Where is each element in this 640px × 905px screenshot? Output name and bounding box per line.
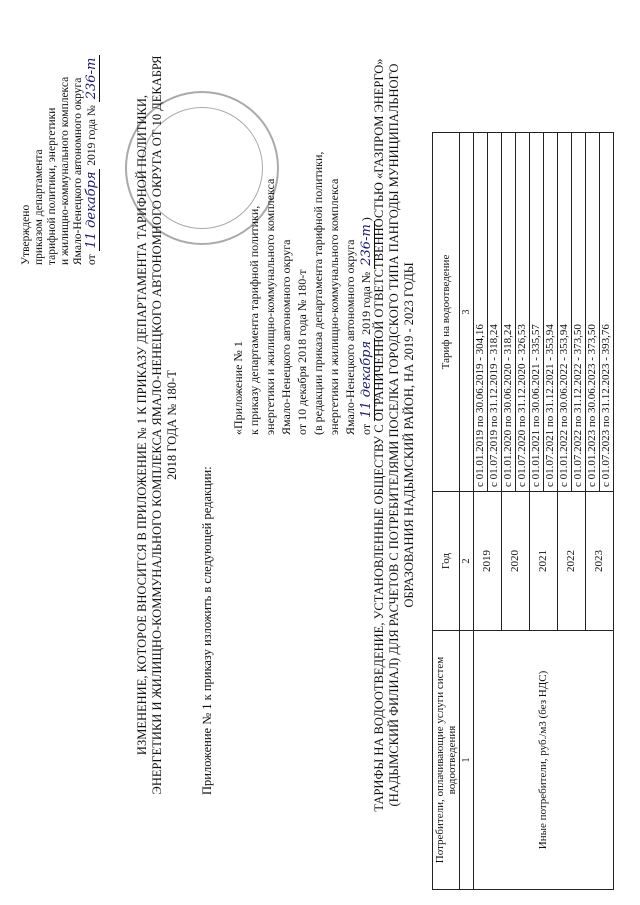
year-cell: 2023 [586,492,614,631]
column-number: 3 [460,133,474,492]
rate-cell: с 01.01.2019 по 30.06.2019 - 304,16 [474,133,488,492]
year-cell: 2021 [530,492,558,631]
annex-line: «Приложение № 1 [231,341,245,435]
annex-number-handwritten: 236-т [359,221,375,269]
table-header-row [433,133,460,890]
annex-line: к приказу департамента тарифной политики, [247,205,261,435]
tariff-title: ТАРИФЫ НА ВОДООТВЕДЕНИЕ, УСТАНОВЛЕННЫЕ ОБЩЕСТВУ С ОГРАНИЧЕННОЙ ОТВЕТСТВЕННОСТЬЮ «ГАЗПРОМ ЭНЕРГО» (НАДЫМСКИЙ ФИЛИАЛ) ДЛЯ РАСЧЕТОВ С ПОТРЕБИТЕЛЯМИ ПОСЕЛКА ГОРОДСКОГО ТИПА ПАНГОДЫ МУНИЦИПАЛЬНОГО ОБРАЗОВАНИЯ НАДЫМСКИЙ РАЙОН, НА 2019 - 2023 ГОДЫ [372,58,416,812]
rate-cell: с 01.01.2020 по 30.06.2020 - 318,24 [502,133,516,492]
approval-line: тарифной политики, энергетики [46,107,58,265]
column-number: 2 [460,492,474,631]
header-tariff: Тариф на водоотведение [433,133,460,492]
approval-date-line [85,15,99,265]
document-heading: ИЗМЕНЕНИЕ, КОТОРОЕ ВНОСИТСЯ В ПРИЛОЖЕНИЕ № 1 К ПРИКАЗУ ДЕПАРТАМЕНТА ТАРИФНОЙ ПОЛИТИКИ, ЭНЕРГЕТИКИ И ЖИЛИЩНО-КОММУНАЛЬНОГО КОМПЛЕКСА ЯМАЛО-НЕНЕЦКОГО АВТОНОМНОГО ОКРУГА ОТ 10 ДЕКАБРЯ 2018 ГОДА № 180-Т [135,55,179,795]
annex-year: 2019 года № [359,271,373,335]
annex-line: энергетики и жилищно-коммунального комплекса [263,178,277,435]
rate-cell: с 01.01.2021 по 30.06.2021 - 335,57 [530,133,544,492]
annex-block [230,145,375,435]
annex-line: Ямало-Ненецкого автономного округа [279,239,293,435]
rate-cell: с 01.01.2022 по 30.06.2022 - 353,94 [558,133,572,492]
rate-cell: с 01.07.2020 по 31.12.2020 - 326,53 [516,133,530,492]
approval-block [20,15,99,265]
column-number: 1 [460,631,474,890]
year-cell: 2019 [474,492,502,631]
tariff-table [432,132,614,890]
approval-year: 2019 года № [86,105,98,166]
annex-line: энергетики и жилищно-коммунального комплекса [327,178,341,435]
rate-cell: с 01.07.2023 по 31.12.2023 - 393,76 [600,133,614,492]
annex-from: от [359,423,373,435]
annex-line: Ямало-Ненецкого автономного округа [343,239,357,435]
approval-number-handwritten: 236-т [84,55,100,103]
year-cell: 2020 [502,492,530,631]
rate-cell: с 01.01.2023 по 30.06.2023 - 373,50 [586,133,600,492]
lead-paragraph: Приложение № 1 к приказу изложить в следующей редакции: [200,466,214,795]
rate-cell: с 01.07.2021 по 31.12.2021 - 353,94 [544,133,558,492]
annex-line: (в редакции приказа департамента тарифной политики, [311,151,325,435]
annex-date-handwritten: 11 декабря [359,338,375,421]
approval-line: и жилищно-коммунального комплекса [59,76,71,265]
header-year: Год [433,492,460,631]
approval-from: от [86,254,98,265]
table-row [474,133,488,890]
consumer-cell: Иные потребители, руб./м3 (без НДС) [474,631,614,890]
header-consumers: Потребители, оплачивающие услуги систем водоотведения [433,631,460,890]
rate-cell: с 01.07.2019 по 31.12.2019 - 318,24 [488,133,502,492]
approval-line: Ямало-Ненецкого автономного округа [72,77,84,265]
annex-close: ) [359,217,373,222]
approval-line: Утверждено [20,204,32,265]
approval-line: приказом департамента [33,149,45,265]
year-cell: 2022 [558,492,586,631]
approval-date-handwritten: 11 декабря [84,169,100,252]
rate-cell: с 01.07.2022 по 31.12.2022 - 373,50 [572,133,586,492]
table-number-row [460,133,474,890]
annex-line: от 10 декабря 2018 года № 180-т [295,269,309,435]
